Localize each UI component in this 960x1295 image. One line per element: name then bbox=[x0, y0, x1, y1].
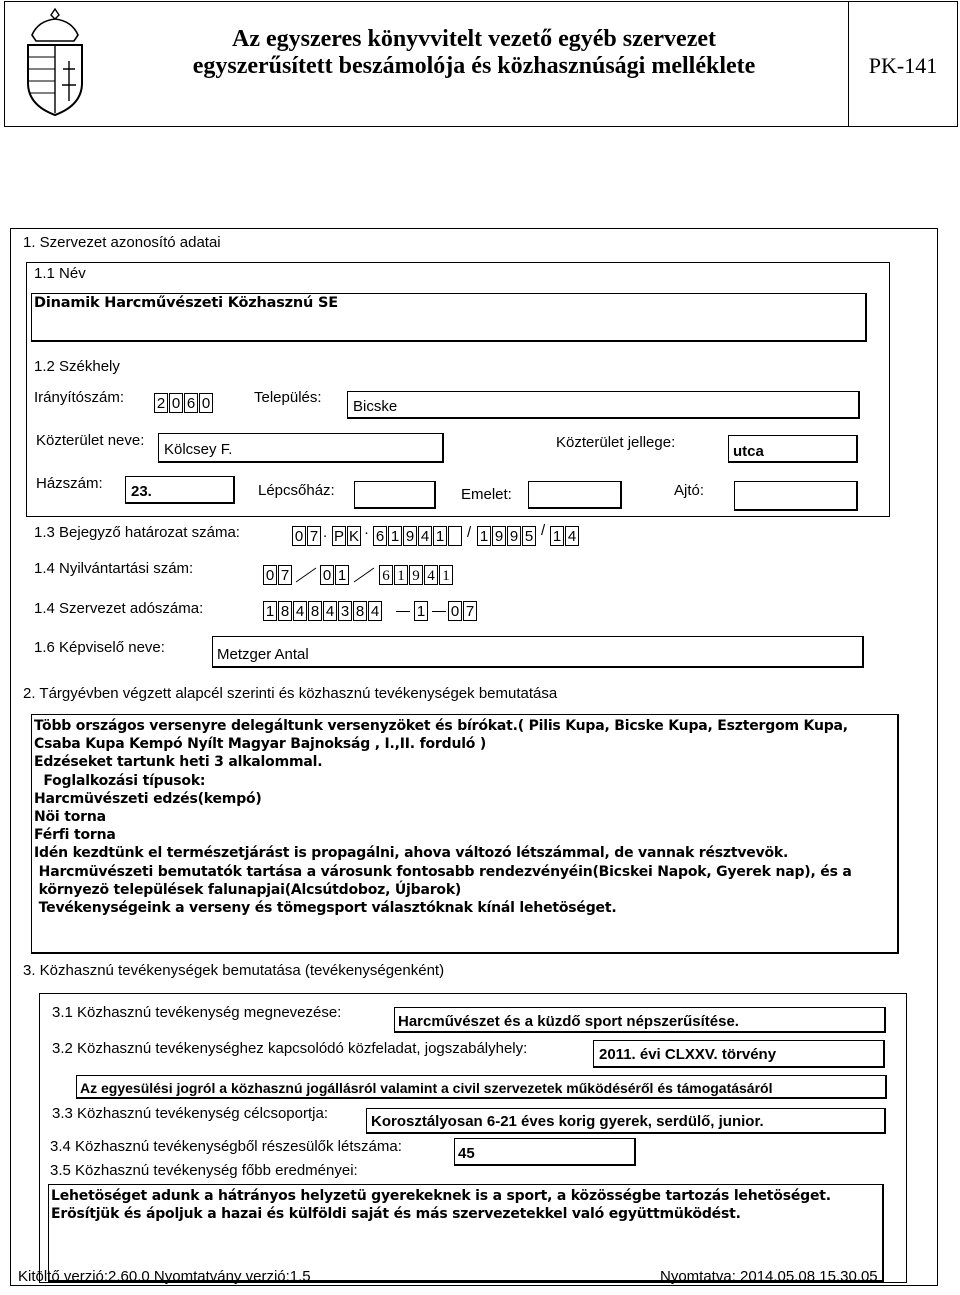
text-line: Lehetöséget adunk a hátrányos helyzetü gyerekeknek is a sport, a közösségbe tartozás lehetöséget. bbox=[51, 1188, 831, 1204]
ruling-digits-b[interactable] bbox=[332, 526, 362, 546]
digit-box: 8 bbox=[308, 601, 322, 621]
digit-box: 0 bbox=[448, 601, 462, 621]
text-line: Erösítjük és ápoljuk a hazai és külföldi saját és más szervezetekkel való együttmüködést. bbox=[51, 1206, 741, 1223]
city-field[interactable] bbox=[347, 391, 860, 419]
text-line: Edzéseket tartunk heti 3 alkalommal. bbox=[34, 754, 323, 771]
digit-box: 6 bbox=[373, 526, 387, 546]
public-task-label: 3.2 Közhasznú tevékenységhez kapcsolódó közfeladat, jogszabályhely: bbox=[52, 1040, 528, 1057]
seat-label: 1.2 Székhely bbox=[34, 358, 120, 375]
digit-box: 6 bbox=[184, 393, 198, 413]
text-line: Tevékenységeink a verseny és tömegsport választóknak kínál lehetöséget. bbox=[34, 900, 617, 917]
digit-box: 1 bbox=[414, 601, 428, 621]
reg-label: 1.4 Nyilvántartási szám: bbox=[34, 560, 194, 577]
reg-slash-2 bbox=[352, 564, 376, 589]
digit-box: 1 bbox=[388, 526, 402, 546]
text-line: Harcmüvészeti edzés(kempó) bbox=[34, 790, 262, 807]
text-line: Több országos versenyre delegáltunk versenyzöket és bírókat.( Pilis Kupa, Bicske Kupa, Esztergom Kupa, bbox=[34, 718, 848, 734]
digit-box: 4 bbox=[565, 526, 579, 546]
rep-field[interactable] bbox=[212, 636, 864, 668]
rep-label: 1.6 Képviselő neve: bbox=[34, 639, 165, 656]
digit-box: 6 bbox=[379, 565, 393, 585]
digit-box: 1 bbox=[394, 565, 408, 585]
digit-box: 4 bbox=[293, 601, 307, 621]
digit-box: 4 bbox=[418, 526, 432, 546]
digit-box: 8 bbox=[353, 601, 367, 621]
ruling-sep-1: . bbox=[323, 524, 328, 541]
tax-label: 1.4 Szervezet adószáma: bbox=[34, 600, 204, 617]
target-group-label: 3.3 Közhasznú tevékenység célcsoportja: bbox=[52, 1105, 328, 1122]
ruling-digits-c[interactable] bbox=[373, 526, 463, 546]
digit-box: 4 bbox=[424, 565, 438, 585]
street-type-value: utca bbox=[733, 443, 764, 460]
digit-box: 1 bbox=[263, 601, 277, 621]
activity-name-value: Harcművészet és a küzdő sport népszerűsítése. bbox=[398, 1013, 739, 1030]
digit-box bbox=[448, 526, 462, 546]
section1-title: 1. Szervezet azonosító adatai bbox=[23, 234, 221, 251]
footer-printed: Nyomtatva: 2014.05.08 15.30.05 bbox=[660, 1268, 878, 1285]
digit-box: 0 bbox=[320, 565, 334, 585]
header-title-line2: egyszerűsített beszámolója és közhasznúsági melléklete bbox=[192, 53, 756, 79]
section3-title: 3. Közhasznú tevékenységek bemutatása (tevékenységenként) bbox=[23, 962, 445, 979]
door-label: Ajtó: bbox=[674, 482, 705, 499]
public-task-value: 2011. évi CLXXV. törvény bbox=[599, 1046, 777, 1063]
ruling-digits-d[interactable] bbox=[477, 526, 537, 546]
digit-box: 0 bbox=[263, 565, 277, 585]
digit-box: 0 bbox=[169, 393, 183, 413]
digit-box: 1 bbox=[439, 565, 453, 585]
digit-box: 3 bbox=[338, 601, 352, 621]
house-value: 23. bbox=[131, 483, 152, 500]
tax-digits-b[interactable] bbox=[414, 601, 429, 621]
digit-box: 2 bbox=[154, 393, 168, 413]
text-line: környezö települések falunapjai(Alcsútdoboz, Újbarok) bbox=[34, 881, 462, 898]
digit-box: 1 bbox=[433, 526, 447, 546]
zip-label: Irányítószám: bbox=[34, 389, 125, 406]
ruling-sep-4: / bbox=[541, 522, 546, 539]
header-title bbox=[100, 26, 848, 80]
text-line: Férfi torna bbox=[34, 827, 116, 844]
street-value: Kölcsey F. bbox=[164, 441, 233, 458]
footer-version: Kitöltő verzió:2.60.0 Nyomtatvány verzió:1.5 bbox=[18, 1268, 311, 1285]
digit-box: 1 bbox=[335, 565, 349, 585]
text-line: Foglalkozási típusok: bbox=[34, 772, 206, 789]
reg-digits-b[interactable] bbox=[320, 565, 350, 585]
text-line: Idén kezdtünk el természetjárást is propagálni, ahova változó létszámmal, de vannak résztvevök. bbox=[34, 845, 789, 862]
beneficiaries-value: 45 bbox=[458, 1145, 475, 1162]
digit-box: 9 bbox=[492, 526, 506, 546]
reg-slash-1 bbox=[294, 564, 318, 589]
digit-box: 7 bbox=[278, 565, 292, 585]
activities-text bbox=[34, 717, 852, 917]
digit-box: 0 bbox=[199, 393, 213, 413]
digit-box: K bbox=[348, 528, 359, 545]
name-label: 1.1 Név bbox=[34, 265, 86, 282]
digit-box: P bbox=[333, 528, 344, 545]
city-value: Bicske bbox=[353, 398, 398, 415]
text-line: Csaba Kupa Kempó Nyílt Magyar Bajnokság , I.,II. forduló ) bbox=[34, 736, 487, 753]
law-desc-value: Az egyesülési jogról a közhasznú jogállásról valamint a civil szervezetek működéséről és támogatásáról bbox=[80, 1080, 773, 1096]
tax-digits-c[interactable] bbox=[448, 601, 478, 621]
floor-field[interactable] bbox=[528, 481, 622, 509]
floor-label: Emelet: bbox=[461, 486, 512, 503]
zip-digits[interactable] bbox=[154, 393, 214, 413]
stair-label: Lépcsőház: bbox=[258, 482, 335, 499]
text-line: Nöi torna bbox=[34, 809, 106, 826]
digit-box: 7 bbox=[463, 601, 477, 621]
beneficiaries-field[interactable] bbox=[454, 1138, 636, 1166]
beneficiaries-label: 3.4 Közhasznú tevékenységből részesülők létszáma: bbox=[50, 1138, 402, 1155]
ruling-digits-e[interactable] bbox=[550, 526, 580, 546]
street-label: Közterület neve: bbox=[36, 432, 145, 449]
city-label: Település: bbox=[254, 389, 322, 406]
target-group-value: Korosztályosan 6-21 éves korig gyerek, serdülő, junior. bbox=[371, 1113, 764, 1130]
ruling-sep-3: / bbox=[467, 524, 472, 541]
section2-title: 2. Tárgyévben végzett alapcél szerinti és közhasznú tevékenységek bemutatása bbox=[23, 685, 558, 702]
activity-name-label: 3.1 Közhasznú tevékenység megnevezése: bbox=[52, 1004, 342, 1021]
coat-of-arms-icon bbox=[14, 5, 96, 121]
digit-box: 9 bbox=[507, 526, 521, 546]
door-field[interactable] bbox=[734, 481, 858, 511]
digit-box: 1 bbox=[550, 526, 564, 546]
digit-box: 8 bbox=[278, 601, 292, 621]
digit-box: 5 bbox=[522, 526, 536, 546]
text-line: Harcmüvészeti bemutatók tartása a városunk fontosabb rendezvényéin(Bicskei Napok, Gyerek nap), és a bbox=[34, 863, 852, 880]
street-type-label: Közterület jellege: bbox=[556, 434, 676, 451]
digit-box: 7 bbox=[307, 526, 321, 546]
org-name-value: Dinamik Harcművészeti Közhasznú SE bbox=[34, 295, 338, 311]
form-code: PK-141 bbox=[868, 53, 938, 78]
digit-box: 1 bbox=[477, 526, 491, 546]
digit-box: 4 bbox=[368, 601, 382, 621]
results-text bbox=[51, 1187, 831, 1223]
tax-dash-2 bbox=[432, 611, 446, 612]
tax-digits-a[interactable] bbox=[263, 601, 383, 621]
results-label: 3.5 Közhasznú tevékenység főbb eredményei: bbox=[50, 1162, 358, 1179]
digit-box: 4 bbox=[323, 601, 337, 621]
house-label: Házszám: bbox=[36, 475, 103, 492]
ruling-sep-2: · bbox=[364, 524, 369, 541]
stair-field[interactable] bbox=[354, 481, 436, 509]
rep-value: Metzger Antal bbox=[217, 646, 309, 663]
header-title-line1: Az egyszeres könyvvitelt vezető egyéb szervezet bbox=[231, 26, 716, 52]
ruling-digits-a[interactable] bbox=[292, 526, 322, 546]
reg-digits-a[interactable] bbox=[263, 565, 293, 585]
tax-dash-1 bbox=[396, 611, 410, 612]
ruling-label: 1.3 Bejegyző határozat száma: bbox=[34, 524, 240, 541]
digit-box: 0 bbox=[292, 526, 306, 546]
digit-box: 9 bbox=[403, 526, 417, 546]
digit-box: 9 bbox=[409, 565, 423, 585]
reg-digits-c[interactable] bbox=[379, 565, 454, 585]
